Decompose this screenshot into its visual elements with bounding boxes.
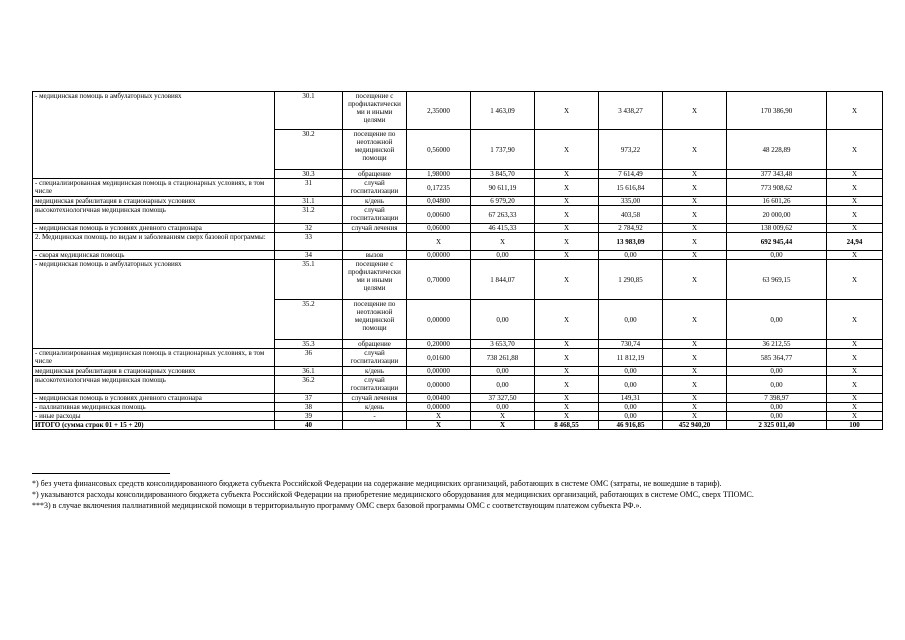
cell-oms-per-capita: 335,00	[599, 197, 663, 206]
cell-oms-total: 170 386,90	[727, 92, 827, 130]
cell-budget-per-capita: X	[535, 206, 599, 224]
cell-oms-per-capita: 0,00	[599, 251, 663, 260]
cell-budget-total: X	[663, 376, 727, 394]
table-row	[33, 403, 883, 412]
row-code: 36	[275, 349, 343, 367]
footnote-1: *) без учета финансовых средств консолидированного бюджета субъекта Российской Федерации на содержание медицинских организаций, работающих в системе ОМС (затраты, не вошедшие в тариф).	[32, 479, 722, 488]
row-code: 30.2	[275, 130, 343, 170]
cell-percent: X	[827, 224, 883, 233]
row-code: 35.3	[275, 340, 343, 349]
cell-volume: 0,20000	[407, 340, 471, 349]
cell-cost: 0,00	[471, 403, 535, 412]
row-unit	[343, 233, 407, 251]
row-name: 2. Медицинская помощь по видам и заболеваниям сверх базовой программы:	[33, 233, 275, 251]
cell-budget-per-capita: X	[535, 224, 599, 233]
table-row	[33, 251, 883, 260]
cell-budget-per-capita: X	[535, 349, 599, 367]
row-code: 37	[275, 394, 343, 403]
cell-cost: 67 263,33	[471, 206, 535, 224]
cell-oms-total: 16 601,26	[727, 197, 827, 206]
cell-cost: 1 463,09	[471, 92, 535, 130]
row-unit: посещение по неотложной медицинской помощи	[343, 300, 407, 340]
cell-oms-per-capita: 1 290,85	[599, 260, 663, 300]
cell-budget-total: X	[663, 340, 727, 349]
row-unit: случай госпитализации	[343, 206, 407, 224]
cell-oms-total: 7 398,97	[727, 394, 827, 403]
row-unit: случай госпитализации	[343, 349, 407, 367]
cell-oms-total: 0,00	[727, 251, 827, 260]
cell-oms-per-capita: 0,00	[599, 403, 663, 412]
row-name: - медицинская помощь в амбулаторных условиях	[33, 92, 275, 179]
cell-oms-per-capita: 15 616,84	[599, 179, 663, 197]
cell-percent: 24,94	[827, 233, 883, 251]
cell-volume: 0,17235	[407, 179, 471, 197]
table-row	[33, 349, 883, 367]
row-name: - медицинская помощь в условиях дневного стационара	[33, 394, 275, 403]
cell-cost: 0,00	[471, 251, 535, 260]
row-code: 35.2	[275, 300, 343, 340]
cell-oms-per-capita: 403,58	[599, 206, 663, 224]
cell-budget-per-capita: X	[535, 412, 599, 421]
row-code: 32	[275, 224, 343, 233]
cell-cost: 1 844,07	[471, 260, 535, 300]
cell-budget-total: X	[663, 412, 727, 421]
cell-budget-total: X	[663, 367, 727, 376]
row-unit: обращение	[343, 340, 407, 349]
cell-oms-total: 585 364,77	[727, 349, 827, 367]
row-code: 34	[275, 251, 343, 260]
cell-cost: 3 845,70	[471, 170, 535, 179]
row-name: - медицинская помощь в амбулаторных условиях	[33, 260, 275, 349]
cell-volume: X	[407, 412, 471, 421]
cell-cost: 1 737,90	[471, 130, 535, 170]
footnote-3: ***3) в случае включения паллиативной медицинской помощи в территориальную программу ОМС сверх базовой программы ОМС с соответствующим платежом субъекта РФ.».	[32, 501, 642, 510]
cell-budget-total: X	[663, 92, 727, 130]
cell-percent: X	[827, 260, 883, 300]
cell-oms-total: 20 000,00	[727, 206, 827, 224]
cell-volume: 0,00000	[407, 376, 471, 394]
row-name: - специализированная медицинская помощь в стационарных условиях, в том числе	[33, 349, 275, 367]
cell-oms-per-capita: 149,31	[599, 394, 663, 403]
row-unit: к/день	[343, 367, 407, 376]
cell-budget-per-capita: X	[535, 233, 599, 251]
cell-cost: 6 979,20	[471, 197, 535, 206]
row-code: 39	[275, 412, 343, 421]
row-unit: посещение с профилактически ми и иными целями	[343, 92, 407, 130]
cell-budget-total: X	[663, 170, 727, 179]
cell-oms-per-capita: 2 784,92	[599, 224, 663, 233]
cell-budget-per-capita: 8 468,55	[535, 421, 599, 430]
cell-percent: X	[827, 349, 883, 367]
row-unit: случай лечения	[343, 394, 407, 403]
row-name: ИТОГО (сумма строк 01 + 15 + 20)	[33, 421, 275, 430]
table-row	[33, 412, 883, 421]
cell-budget-total: X	[663, 300, 727, 340]
cell-oms-total: 2 325 011,40	[727, 421, 827, 430]
row-name: - скорая медицинская помощь	[33, 251, 275, 260]
total-row	[33, 421, 883, 430]
cell-budget-per-capita: X	[535, 403, 599, 412]
row-name: медицинская реабилитация в стационарных условиях	[33, 197, 275, 206]
cell-budget-total: X	[663, 224, 727, 233]
cell-percent: X	[827, 376, 883, 394]
footnote-divider	[32, 473, 170, 474]
cell-budget-per-capita: X	[535, 394, 599, 403]
table-row	[33, 260, 883, 300]
cell-budget-per-capita: X	[535, 300, 599, 340]
cell-percent: X	[827, 130, 883, 170]
cell-oms-per-capita: 13 983,09	[599, 233, 663, 251]
cell-percent: X	[827, 170, 883, 179]
cell-budget-per-capita: X	[535, 92, 599, 130]
cell-oms-total: 138 009,62	[727, 224, 827, 233]
cell-volume: X	[407, 233, 471, 251]
row-unit: обращение	[343, 170, 407, 179]
cell-percent: X	[827, 251, 883, 260]
cell-volume: 2,35000	[407, 92, 471, 130]
cell-budget-total: X	[663, 179, 727, 197]
cell-oms-per-capita: 46 916,85	[599, 421, 663, 430]
financing-table	[32, 91, 883, 430]
row-code: 35.1	[275, 260, 343, 300]
cell-volume: 0,00000	[407, 300, 471, 340]
cell-volume: 0,00000	[407, 251, 471, 260]
cell-budget-total: X	[663, 394, 727, 403]
table-row	[33, 224, 883, 233]
cell-oms-total: 0,00	[727, 403, 827, 412]
cell-oms-per-capita: 973,22	[599, 130, 663, 170]
row-unit	[343, 421, 407, 430]
cell-budget-total: 452 940,20	[663, 421, 727, 430]
row-name: - медицинская помощь в условиях дневного стационара	[33, 224, 275, 233]
cell-volume: 0,00000	[407, 403, 471, 412]
cell-budget-per-capita: X	[535, 260, 599, 300]
row-code: 30.3	[275, 170, 343, 179]
cell-budget-total: X	[663, 251, 727, 260]
cell-oms-total: 377 343,48	[727, 170, 827, 179]
row-code: 31.1	[275, 197, 343, 206]
cell-cost: 37 327,50	[471, 394, 535, 403]
cell-oms-total: 36 212,55	[727, 340, 827, 349]
row-name: медицинская реабилитация в стационарных условиях	[33, 367, 275, 376]
cell-budget-per-capita: X	[535, 367, 599, 376]
cell-percent: X	[827, 340, 883, 349]
cell-oms-per-capita: 7 614,49	[599, 170, 663, 179]
cell-volume: 0,56000	[407, 130, 471, 170]
table-row	[33, 394, 883, 403]
cell-cost: 0,00	[471, 300, 535, 340]
cell-budget-total: X	[663, 197, 727, 206]
row-unit: посещение по неотложной медицинской помощи	[343, 130, 407, 170]
cell-oms-per-capita: 3 438,27	[599, 92, 663, 130]
cell-budget-total: X	[663, 403, 727, 412]
cell-cost: X	[471, 412, 535, 421]
cell-percent: X	[827, 403, 883, 412]
row-code: 30.1	[275, 92, 343, 130]
cell-volume: 0,00400	[407, 394, 471, 403]
table-row	[33, 179, 883, 197]
cell-oms-per-capita: 0,00	[599, 367, 663, 376]
cell-budget-total: X	[663, 233, 727, 251]
table-row	[33, 233, 883, 251]
footnotes	[32, 478, 882, 511]
cell-budget-per-capita: X	[535, 376, 599, 394]
cell-budget-per-capita: X	[535, 251, 599, 260]
cell-volume: 0,06000	[407, 224, 471, 233]
cell-budget-per-capita: X	[535, 170, 599, 179]
row-code: 36.2	[275, 376, 343, 394]
row-code: 38	[275, 403, 343, 412]
cell-oms-total: 0,00	[727, 376, 827, 394]
cell-oms-per-capita: 0,00	[599, 412, 663, 421]
cell-oms-per-capita: 11 812,19	[599, 349, 663, 367]
row-unit: вызов	[343, 251, 407, 260]
footnote-2: *) указываются расходы консолидированного бюджета субъекта Российской Федерации на приобретение медицинского оборудования для медицинских организаций, работающих в системе ОМС, сверх ТПОМС.	[32, 490, 754, 499]
row-unit: посещение с профилактически ми и иными целями	[343, 260, 407, 300]
cell-cost: 738 261,88	[471, 349, 535, 367]
cell-percent: X	[827, 412, 883, 421]
row-code: 31	[275, 179, 343, 197]
row-unit: случай лечения	[343, 224, 407, 233]
cell-oms-total: 773 908,62	[727, 179, 827, 197]
cell-percent: X	[827, 300, 883, 340]
cell-budget-total: X	[663, 206, 727, 224]
row-code: 31.2	[275, 206, 343, 224]
cell-volume: 0,00000	[407, 367, 471, 376]
row-name: высокотехнологичная медицинская помощь	[33, 376, 275, 394]
row-code: 33	[275, 233, 343, 251]
cell-percent: X	[827, 367, 883, 376]
cell-oms-total: 48 228,89	[727, 130, 827, 170]
cell-budget-total: X	[663, 130, 727, 170]
cell-percent: 100	[827, 421, 883, 430]
cell-oms-total: 63 969,15	[727, 260, 827, 300]
row-code: 40	[275, 421, 343, 430]
table-row	[33, 92, 883, 130]
row-name: - специализированная медицинская помощь в стационарных условиях, в том числе	[33, 179, 275, 197]
cell-oms-total: 0,00	[727, 367, 827, 376]
row-unit: к/день	[343, 403, 407, 412]
cell-volume: 0,01600	[407, 349, 471, 367]
table-row	[33, 197, 883, 206]
row-code: 36.1	[275, 367, 343, 376]
row-unit: случай госпитализации	[343, 376, 407, 394]
cell-volume: 0,70000	[407, 260, 471, 300]
table-row	[33, 367, 883, 376]
cell-cost: 0,00	[471, 367, 535, 376]
cell-volume: 0,00600	[407, 206, 471, 224]
row-unit: -	[343, 412, 407, 421]
cell-percent: X	[827, 394, 883, 403]
cell-percent: X	[827, 197, 883, 206]
cell-budget-per-capita: X	[535, 340, 599, 349]
cell-percent: X	[827, 179, 883, 197]
cell-oms-per-capita: 0,00	[599, 300, 663, 340]
row-name: - иные расходы	[33, 412, 275, 421]
table-row	[33, 206, 883, 224]
cell-cost: X	[471, 421, 535, 430]
cell-volume: X	[407, 421, 471, 430]
cell-oms-per-capita: 730,74	[599, 340, 663, 349]
cell-percent: X	[827, 92, 883, 130]
cell-cost: 90 611,19	[471, 179, 535, 197]
cell-budget-total: X	[663, 260, 727, 300]
cell-cost: 46 415,33	[471, 224, 535, 233]
cell-cost: 0,00	[471, 376, 535, 394]
cell-percent: X	[827, 206, 883, 224]
cell-budget-per-capita: X	[535, 130, 599, 170]
cell-budget-per-capita: X	[535, 179, 599, 197]
table-row	[33, 376, 883, 394]
cell-budget-per-capita: X	[535, 197, 599, 206]
cell-cost: 3 653,70	[471, 340, 535, 349]
cell-oms-total: 692 945,44	[727, 233, 827, 251]
cell-budget-total: X	[663, 349, 727, 367]
row-name: - паллиативная медицинская помощь	[33, 403, 275, 412]
row-unit: к/день	[343, 197, 407, 206]
cell-volume: 0,04800	[407, 197, 471, 206]
cell-oms-total: 0,00	[727, 300, 827, 340]
cell-cost: X	[471, 233, 535, 251]
row-name: высокотехнологичная медицинская помощь	[33, 206, 275, 224]
cell-volume: 1,98000	[407, 170, 471, 179]
cell-oms-per-capita: 0,00	[599, 376, 663, 394]
cell-oms-total: 0,00	[727, 412, 827, 421]
row-unit: случай госпитализации	[343, 179, 407, 197]
